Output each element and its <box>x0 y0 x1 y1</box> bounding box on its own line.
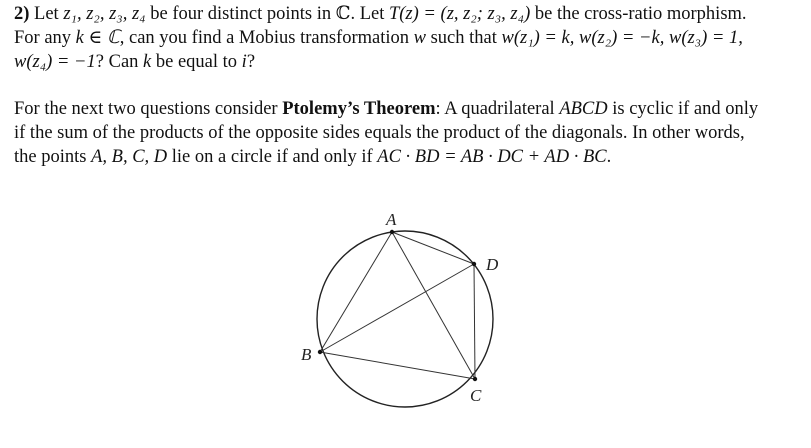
circumcircle <box>317 231 493 407</box>
vertex-a <box>390 230 394 234</box>
math-run: w <box>413 28 426 48</box>
text-run: ? Can <box>95 52 144 72</box>
text-run: , can you find a Mobius transformation <box>119 28 414 48</box>
math-run: AC · BD = AB · DC + AD · BC <box>377 147 607 167</box>
text-run: be the cross-ratio morphism. <box>530 4 747 24</box>
text-run: if the sum of the products of the opposite sides equals the product of the diagonals. In other words, <box>14 123 745 143</box>
side-cd <box>474 264 475 379</box>
label-c: C <box>470 386 482 405</box>
problem-line-2 <box>14 26 800 50</box>
problem-2-paragraph <box>14 2 800 74</box>
vertex-c <box>473 377 477 381</box>
math-run: ABCD <box>559 99 608 119</box>
text-run: be equal to <box>151 52 242 72</box>
ptolemy-paragraph <box>14 97 800 169</box>
label-b: B <box>301 345 312 364</box>
text-run: : A quadrilateral <box>435 99 560 119</box>
text-run: For the next two questions consider <box>14 99 283 119</box>
math-run: w(z₁) = k, w(z₂) = −k, w(z₃) = 1, <box>501 28 743 48</box>
math-run: z₁, z₂, z₃, z₄ <box>63 4 146 24</box>
math-run: w(z₄) = −1 <box>14 52 96 72</box>
label-a: A <box>386 210 397 229</box>
problem-line-3 <box>14 50 800 74</box>
theorem-name: Ptolemy’s Theorem <box>282 99 436 119</box>
text-run: the points <box>14 147 92 167</box>
text-run: ? <box>246 52 256 72</box>
problem-number: 2) <box>14 4 30 24</box>
side-ab <box>320 232 392 352</box>
text-run: such that <box>425 28 502 48</box>
text-run: be four distinct points in ℂ. Let <box>145 4 389 24</box>
text-run: Let <box>29 4 64 24</box>
math-run: A, B, C, D <box>91 147 168 167</box>
math-run: k <box>143 52 152 72</box>
text-run: . <box>606 147 612 167</box>
vertex-d <box>472 262 476 266</box>
text-run: is cyclic if and only <box>607 99 759 119</box>
side-da <box>392 232 474 264</box>
math-run: i <box>241 52 247 72</box>
side-bc <box>320 352 475 379</box>
diagonal-ac <box>392 232 475 379</box>
problem-line-1 <box>14 2 800 26</box>
label-d: D <box>486 255 499 274</box>
ptolemy-line-1 <box>14 97 800 121</box>
ptolemy-line-3 <box>14 145 800 169</box>
diagonal-bd <box>320 264 474 352</box>
text-run: For any <box>14 28 76 48</box>
ptolemy-line-2 <box>14 121 800 145</box>
cyclic-quadrilateral-figure <box>290 205 520 448</box>
vertex-b <box>318 350 322 354</box>
math-run: k ∈ ℂ <box>75 28 120 48</box>
text-run: lie on a circle if and only if <box>167 147 378 167</box>
math-run: T(z) = (z, z₂; z₃, z₄) <box>388 4 531 24</box>
